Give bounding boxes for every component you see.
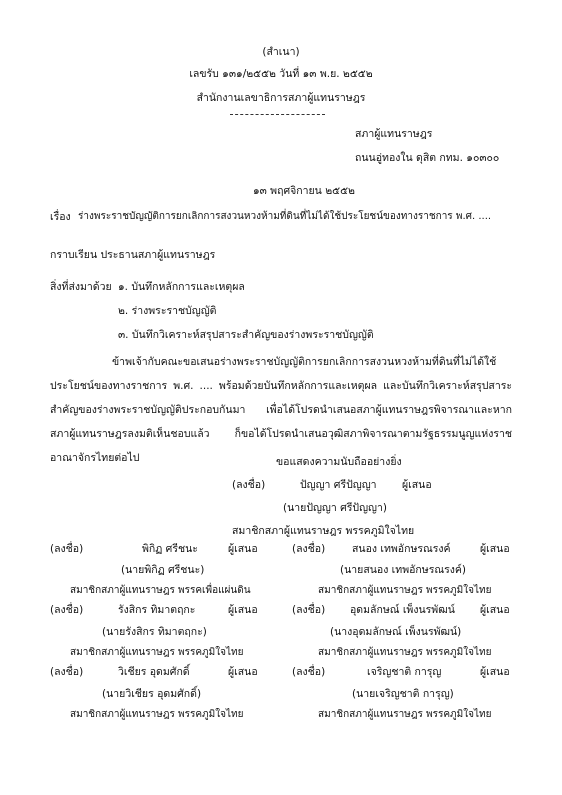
- signer-1-printed-name: (นายพิกิฏ ศรีชนะ): [121, 564, 205, 576]
- signer-1-signed-name: พิกิฏ ศรีชนะ: [142, 543, 198, 555]
- receipt-line: เลขรับ ๑๓๑/๒๕๕๒ วันที่ ๑๓ พ.ย. ๒๕๕๒: [189, 68, 373, 80]
- signer-3-signed-name: รังสิกร ทิมาตฤกะ: [118, 604, 196, 616]
- proposer-label: ผู้เสนอ: [480, 666, 510, 678]
- signer-1-position: สมาชิกสภาผู้แทนราษฎร พรรคเพื่อแผ่นดิน: [70, 585, 251, 596]
- signer-6-signed-name: เจริญชาติ การุญ: [367, 666, 442, 678]
- sign-prefix: (ลงชื่อ): [292, 543, 326, 555]
- copy-mark: (สำเนา): [262, 46, 300, 58]
- address-line-2: ถนนอู่ทองใน ดุสิต กทม. ๑๐๓๐๐: [355, 152, 500, 164]
- sign-prefix: (ลงชื่อ): [292, 604, 326, 616]
- enclosure-item-2: ๒. ร่างพระราชบัญญัติ: [118, 305, 217, 317]
- signer-5-signed-name: วิเชียร อุดมศักดิ์: [118, 666, 190, 678]
- lead-printed-name: (นายปัญญา ศรีปัญญา): [283, 502, 387, 514]
- signer-5-printed-name: (นายวิเชียร อุดมศักดิ์): [102, 688, 202, 700]
- signer-6-position: สมาชิกสภาผู้แทนราษฎร พรรคภูมิใจไทย: [318, 709, 492, 720]
- address-line-1: สภาผู้แทนราษฎร: [355, 128, 433, 140]
- sign-prefix: (ลงชื่อ): [50, 666, 84, 678]
- sign-prefix: (ลงชื่อ): [50, 604, 84, 616]
- body-text: ข้าพเจ้ากับคณะขอเสนอร่างพระราชบัญญัติการยกเลิกการสงวนหวงห้ามที่ดินที่ไม่ได้ใช้ประโยชน์ของทางราชการ พ.ศ. .... พร้อมด้วยบันทึกหลักการและเหตุผล และบันทึกวิเคราะห์สรุปสาระสำคัญของร่างพระราชบัญญัติประกอบกันมา เพื่อได้โปรดนำเสนอสภาผู้แทนราษฎรพิจารณาและหากสภาผู้แทนราษฎรลงมติเห็นชอบแล้ว ก็ขอได้โปรดนำเสนอวุฒิสภาพิจารณาตามรัฐธรรมนูญแห่งราชอาณาจักรไทยต่อไป: [50, 356, 512, 464]
- closing-phrase: ขอแสดงความนับถืออย่างยิ่ง: [276, 456, 402, 468]
- sign-prefix: (ลงชื่อ): [232, 479, 266, 491]
- letter-date: ๑๓ พฤศจิกายน ๒๕๕๒: [253, 185, 355, 197]
- signer-4-printed-name: (นางอุดมลักษณ์ เพ็งนรพัฒน์): [330, 626, 462, 638]
- signer-2-printed-name: (นายสนอง เทพอักษรณรงค์): [340, 564, 466, 576]
- enclosure-item-1: ๑. บันทึกหลักการและเหตุผล: [118, 281, 245, 293]
- signer-4-position: สมาชิกสภาผู้แทนราษฎร พรรคภูมิใจไทย: [318, 647, 492, 658]
- signer-4-signed-name: อุดมลักษณ์ เพ็งนรพัฒน์: [350, 604, 455, 616]
- sign-prefix: (ลงชื่อ): [50, 543, 84, 555]
- salutation: กราบเรียน ประธานสภาผู้แทนราษฎร: [50, 249, 216, 261]
- proposer-label: ผู้เสนอ: [480, 604, 510, 616]
- proposer-label: ผู้เสนอ: [228, 666, 258, 678]
- lead-position: สมาชิกสภาผู้แทนราษฎร พรรคภูมิใจไทย: [232, 525, 415, 537]
- proposer-label: ผู้เสนอ: [402, 479, 432, 491]
- signer-6-printed-name: (นายเจริญชาติ การุญ): [352, 688, 454, 700]
- signer-2-position: สมาชิกสภาผู้แทนราษฎร พรรคภูมิใจไทย: [318, 585, 492, 596]
- sign-prefix: (ลงชื่อ): [292, 666, 326, 678]
- proposer-label: ผู้เสนอ: [480, 543, 510, 555]
- proposer-label: ผู้เสนอ: [228, 543, 258, 555]
- divider-line: [230, 114, 325, 115]
- signer-5-position: สมาชิกสภาผู้แทนราษฎร พรรคภูมิใจไทย: [70, 709, 244, 720]
- signer-3-printed-name: (นายรังสิกร ทิมาตฤกะ): [102, 626, 207, 638]
- office-name: สำนักงานเลขาธิการสภาผู้แทนราษฎร: [196, 92, 366, 104]
- subject-label: เรื่อง: [50, 211, 71, 223]
- signer-2-signed-name: สนอง เทพอักษรณรงค์: [352, 543, 451, 555]
- signer-3-position: สมาชิกสภาผู้แทนราษฎร พรรคภูมิใจไทย: [70, 647, 244, 658]
- body-paragraph: [50, 350, 512, 470]
- enclosures-label: สิ่งที่ส่งมาด้วย: [50, 281, 112, 293]
- lead-signed-name: ปัญญา ศรีปัญญา: [300, 479, 377, 491]
- subject-text: ร่างพระราชบัญญัติการยกเลิกการสงวนหวงห้ามที่ดินที่ไม่ได้ใช้ประโยชน์ของทางราชการ พ.ศ. ....: [78, 211, 492, 222]
- enclosure-item-3: ๓. บันทึกวิเคราะห์สรุปสาระสำคัญของร่างพระราชบัญญัติ: [118, 329, 374, 341]
- proposer-label: ผู้เสนอ: [228, 604, 258, 616]
